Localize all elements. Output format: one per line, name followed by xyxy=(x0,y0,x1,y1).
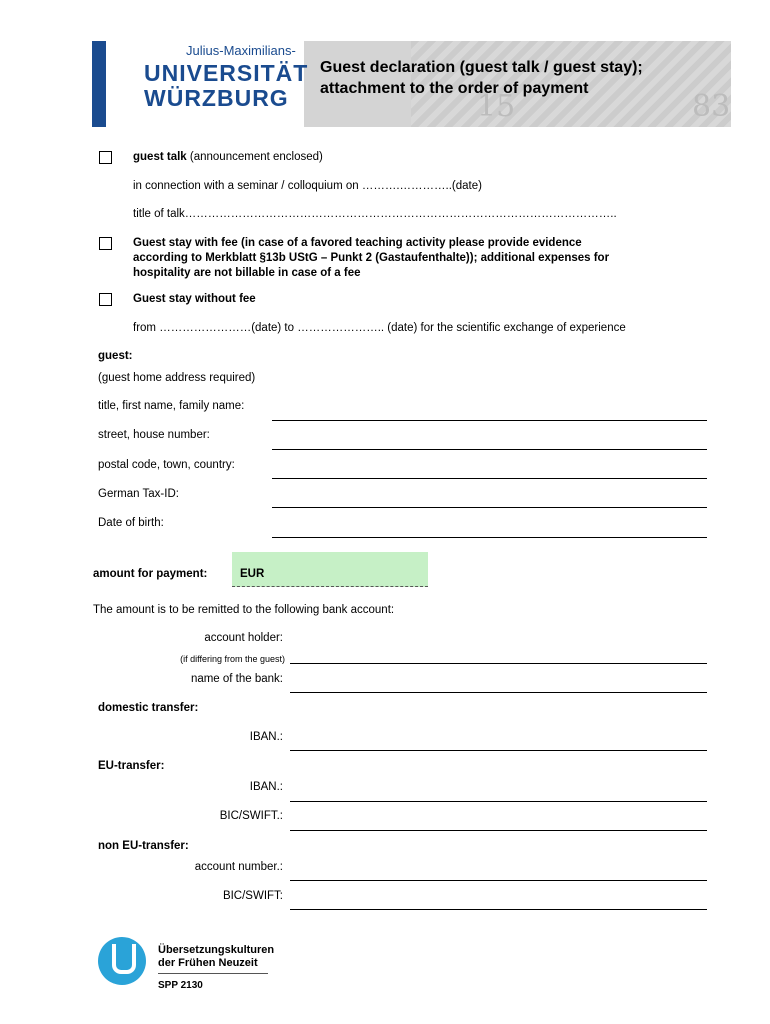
logo-bar xyxy=(92,41,106,127)
logo-line-1: UNIVERSITÄT xyxy=(144,60,309,86)
guest-talk-bold: guest talk xyxy=(133,151,187,163)
iban-domestic-field[interactable] xyxy=(290,750,707,751)
noneu-heading: non EU-transfer: xyxy=(98,840,189,852)
seminar-line: in connection with a seminar / colloquium on ……….…………..(date) xyxy=(133,180,482,192)
date-range-line: from ……………………(date) to ………………….. (date) for the scientific exchange of experience xyxy=(133,322,626,334)
guest-talk-note: (announcement enclosed) xyxy=(189,151,323,163)
bank-name-label: name of the bank: xyxy=(190,673,283,685)
currency-label: EUR xyxy=(240,568,265,580)
title-line-2: attachment to the order of payment xyxy=(320,80,589,97)
domestic-heading: domestic transfer: xyxy=(98,702,199,714)
account-holder-field[interactable] xyxy=(290,663,707,664)
guest-stay-fee-checkbox[interactable] xyxy=(99,237,112,250)
footer-line-2: der Frühen Neuzeit xyxy=(158,957,258,969)
iban-eu-field[interactable] xyxy=(290,801,707,802)
page-title xyxy=(320,57,643,99)
guest-stay-nofee-label: Guest stay without fee xyxy=(133,293,256,305)
talk-title-line: title of talk………………………………………………………………………………………………….. xyxy=(133,208,617,220)
amount-underline xyxy=(232,586,428,587)
remit-text: The amount is to be remitted to the following bank account: xyxy=(93,604,395,616)
amount-label: amount for payment: xyxy=(93,568,208,580)
account-number-label: account number.: xyxy=(194,861,283,873)
footer-text xyxy=(158,944,274,970)
dob-label: Date of birth: xyxy=(98,517,164,529)
name-field[interactable] xyxy=(272,420,707,421)
footer-spp: SPP 2130 xyxy=(158,980,203,991)
account-holder-label: account holder: xyxy=(204,632,283,644)
stay-fee-line-1: Guest stay with fee (in case of a favored teaching activity please provide evidence xyxy=(133,237,582,249)
street-field[interactable] xyxy=(272,449,707,450)
account-number-field[interactable] xyxy=(290,880,707,881)
footer-divider xyxy=(158,973,268,974)
guest-talk-checkbox[interactable] xyxy=(99,151,112,164)
street-label: street, house number: xyxy=(98,429,210,441)
seal-number: 83 xyxy=(692,89,731,124)
eu-heading: EU-transfer: xyxy=(98,760,165,772)
bic-noneu-field[interactable] xyxy=(290,909,707,910)
guest-stay-nofee-checkbox[interactable] xyxy=(99,293,112,306)
logo-wordmark xyxy=(144,61,308,111)
dob-field[interactable] xyxy=(272,537,707,538)
seal-number: 15 xyxy=(477,89,516,124)
name-label: title, first name, family name: xyxy=(98,400,245,412)
iban-domestic-label: IBAN.: xyxy=(249,731,283,743)
bic-eu-label: BIC/SWIFT.: xyxy=(219,810,283,822)
bic-eu-field[interactable] xyxy=(290,830,707,831)
spp-logo-icon xyxy=(98,937,146,985)
tax-id-field[interactable] xyxy=(272,507,707,508)
tax-id-label: German Tax-ID: xyxy=(98,488,179,500)
stay-fee-line-3: hospitality are not billable in case of a fee xyxy=(133,267,361,279)
guest-heading: guest: xyxy=(98,350,133,362)
guest-stay-fee-label xyxy=(133,236,609,281)
guest-note: (guest home address required) xyxy=(98,372,256,384)
university-logo xyxy=(92,41,309,127)
logo-subtitle: Julius-Maximilians- xyxy=(186,43,296,58)
stay-fee-line-2: according to Merkblatt §13b UStG – Punkt 2 (Gastaufenthalte)); additional expenses for xyxy=(133,252,610,264)
postal-label: postal code, town, country: xyxy=(98,459,235,471)
logo-line-2: WÜRZBURG xyxy=(144,85,289,111)
bic-noneu-label: BIC/SWIFT: xyxy=(222,890,283,902)
bank-name-field[interactable] xyxy=(290,692,707,693)
title-line-1: Guest declaration (guest talk / guest stay); xyxy=(320,59,643,76)
postal-field[interactable] xyxy=(272,478,707,479)
guest-talk-label xyxy=(133,150,323,165)
iban-eu-label: IBAN.: xyxy=(249,781,283,793)
if-differing-note: (if differing from the guest) xyxy=(180,654,285,664)
footer-line-1: Übersetzungskulturen xyxy=(158,944,275,956)
